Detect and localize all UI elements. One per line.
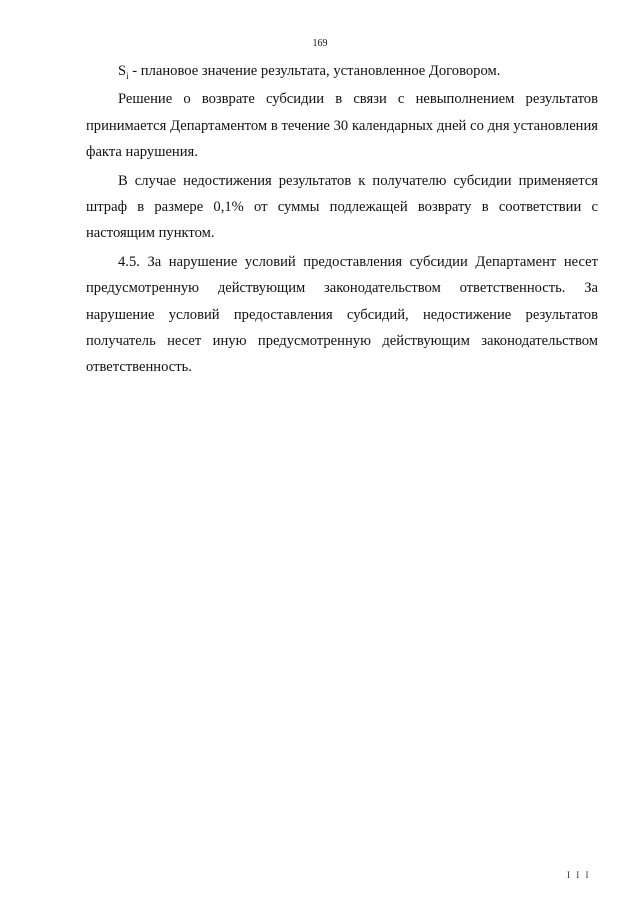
paragraph-4-5-liability: 4.5. За нарушение условий предоставления субсидии Департамент несет предусмотренную действующим законодательством ответственность. За нарушение условий предоставления субсидий, недостижение результатов получатель несет иную предусмотренную действующим законодательством ответственность. (86, 253, 598, 376)
paragraph-fine: В случае недостижения результатов к получателю субсидии применяется штраф в размере 0,1% от суммы подлежащей возврату в соответствии с настоящим пунктом. (86, 172, 598, 242)
page-number: 169 (312, 38, 328, 49)
document-body (86, 58, 598, 381)
footer-mark: I I I (567, 870, 591, 880)
paragraph-refund-decision: Решение о возврате субсидии в связи с невыполнением результатов принимается Департаментом в течение 30 календарных дней со дня установления факта нарушения. (86, 91, 598, 161)
symbol-subscript-i: i (126, 70, 129, 81)
definition-text: - плановое значение результата, установленное Договором. (128, 63, 501, 79)
paragraph-definition-si (86, 58, 598, 84)
symbol-s: S (118, 63, 127, 79)
